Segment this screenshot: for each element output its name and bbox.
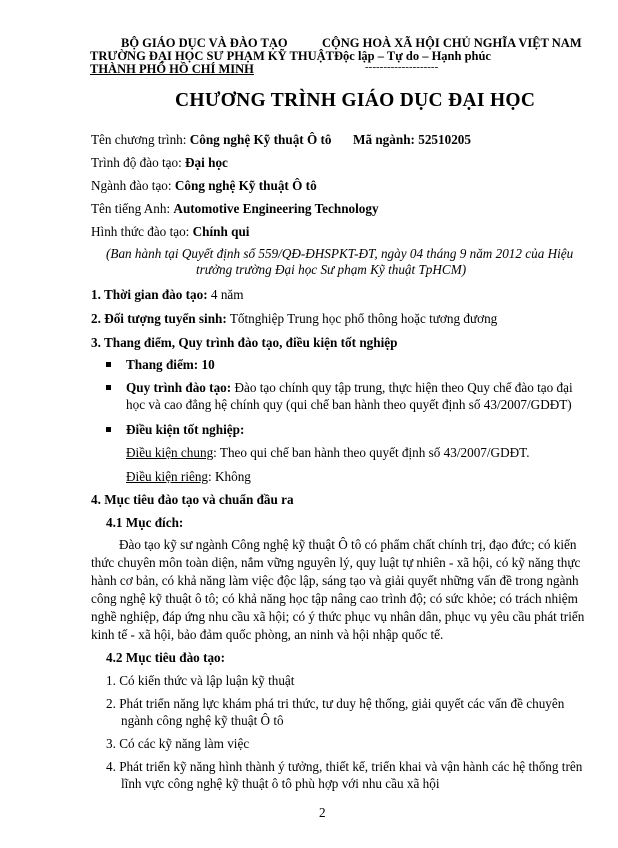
goal-item-3: 3. Có các kỹ năng làm việc [106, 736, 250, 751]
section-4-heading: 4. Mục tiêu đào tạo và chuẩn đầu ra [91, 492, 294, 507]
purpose-line-1: Đào tạo kỹ sư ngành Công nghệ kỹ thuật Ô tô có phẩm chất chính trị, đạo đức; có kiến [119, 537, 577, 552]
section-1-duration: 1. Thời gian đào tạo: 4 năm [91, 287, 244, 302]
national-motto: Độc lập – Tự do – Hạnh phúc [334, 49, 491, 63]
ministry-name: BỘ GIÁO DỤC VÀ ĐÀO TẠO [121, 36, 288, 50]
goal-item-4: 4. Phát triển kỹ năng hình thành ý tưởng, thiết kế, triển khai và vận hành các hệ thống trên [106, 759, 583, 774]
purpose-heading: 4.1 Mục đích: [106, 515, 184, 530]
city-name: THÀNH PHỐ HỒ CHÍ MINH [90, 62, 254, 76]
training-level-row: Trình độ đào tạo: Đại học [91, 155, 228, 170]
training-process-line-1: Quy trình đào tạo: Đào tạo chính quy tập trung, thực hiện theo Quy chế đào tạo đại [126, 380, 573, 395]
page-number: 2 [319, 805, 326, 820]
page-title: CHƯƠNG TRÌNH GIÁO DỤC ĐẠI HỌC [175, 90, 536, 111]
program-name-row: Tên chương trình: Công nghệ Kỹ thuật Ô tô [91, 132, 332, 147]
section-3-heading: 3. Thang điểm, Quy trình đào tạo, điều kiện tốt nghiệp [91, 335, 398, 350]
goal-item-4-continued: lĩnh vực công nghệ kỹ thuật ô tô phù hợp với nhu cầu xã hội [121, 776, 440, 791]
decree-line-2: trưởng trường Đại học Sư phạm Kỹ thuật TpHCM) [196, 262, 467, 277]
training-major-row: Ngành đào tạo: Công nghệ Kỹ thuật Ô tô [91, 178, 317, 193]
graduation-conditions-label: Điều kiện tốt nghiệp: [126, 422, 245, 437]
english-name-row: Tên tiếng Anh: Automotive Engineering Technology [91, 201, 379, 216]
general-condition: Điều kiện chung: Theo qui chế ban hành theo quyết định số 43/2007/GDĐT. [126, 445, 530, 460]
purpose-line-6: kinh tế - xã hội, bảo đảm quốc phòng, an ninh và hội nhập quốc tế. [91, 627, 444, 642]
bullet-icon [106, 385, 111, 390]
section-2-admission: 2. Đối tượng tuyển sinh: Tốtnghiệp Trung học phổ thông hoặc tương đương [91, 311, 498, 326]
purpose-line-4: công nghệ kỹ thuật ô tô; có khả năng học tập nâng cao trình độ; có sức khỏe; có trách nhiệm [91, 591, 578, 606]
goals-heading: 4.2 Mục tiêu đào tạo: [106, 650, 226, 665]
program-code-row: Mã ngành: 52510205 [353, 132, 471, 147]
training-form-row: Hình thức đào tạo: Chính qui [91, 224, 250, 239]
goal-item-1: 1. Có kiến thức và lập luận kỹ thuật [106, 673, 295, 688]
bullet-icon [106, 362, 111, 367]
purpose-line-3: hành cơ bản, có khả năng làm việc độc lập, sáng tạo và giải quyết những vấn đề trong ngành [91, 573, 579, 588]
training-process-line-2: học và cao đẳng hệ chính quy (qui chế ban hành theo quyết định số 43/2007/GDĐT) [126, 397, 572, 412]
republic-name: CỘNG HOÀ XÃ HỘI CHỦ NGHĨA VIỆT NAM [322, 36, 582, 50]
university-name: TRƯỜNG ĐẠI HỌC SƯ PHẠM KỸ THUẬTĐộc lập – Tự do – Hạnh phúc [90, 49, 491, 63]
purpose-line-2: thức chuyên môn toàn diện, nắm vững nguyên lý, quy luật tự nhiên - xã hội, có kỹ năng thực [91, 555, 581, 570]
goal-item-2: 2. Phát triển năng lực khám phá tri thức, tư duy hệ thống, giải quyết các vấn đề chuyên [106, 696, 565, 711]
grading-scale: Thang điểm: 10 [126, 357, 215, 372]
header-separator: -------------------- [365, 61, 439, 73]
bullet-icon [106, 427, 111, 432]
decree-line-1: (Ban hành tại Quyết định số 559/QĐ-ĐHSPKT-ĐT, ngày 04 tháng 9 năm 2012 của Hiệu [106, 246, 574, 261]
specific-condition: Điều kiện riêng: Không [126, 469, 251, 484]
purpose-line-5: nghề nghiệp, đáp ứng nhu cầu xã hội; có ý thức phục vụ nhân dân, phục vụ yêu cầu phát triển [91, 609, 585, 624]
goal-item-2-continued: ngành công nghệ kỹ thuật Ô tô [121, 713, 284, 728]
